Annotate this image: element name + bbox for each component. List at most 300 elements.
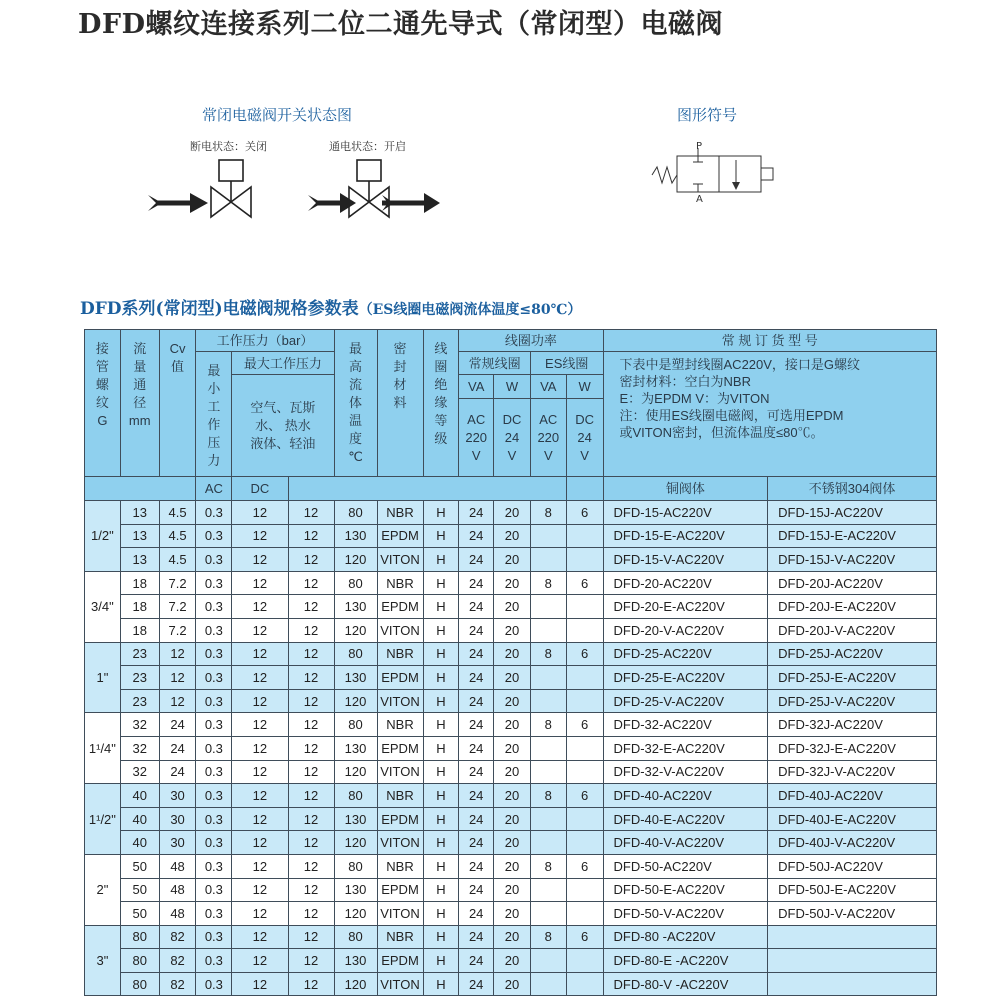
cv-value: 4.5	[159, 524, 196, 548]
normal-va: 24	[459, 902, 494, 926]
model-brass: DFD-50-V-AC220V	[603, 902, 768, 926]
max-pressure-dc: 12	[288, 524, 334, 548]
insulation-class: H	[423, 642, 459, 666]
max-pressure-dc: 12	[288, 831, 334, 855]
max-pressure-dc: 12	[288, 666, 334, 690]
insulation-class: H	[423, 524, 459, 548]
min-pressure-header-line: 小	[207, 381, 221, 396]
insulation-class: H	[423, 618, 459, 642]
flow-mm: 18	[120, 595, 159, 619]
max-temp: 120	[334, 548, 377, 572]
table-row	[85, 713, 937, 737]
normal-va: 24	[459, 642, 494, 666]
min-pressure: 0.3	[196, 949, 232, 973]
cv-value: 12	[159, 666, 196, 690]
normal-w: 20	[494, 949, 531, 973]
max-pressure-dc: 12	[288, 571, 334, 595]
es-ac220-header-line: 220	[537, 429, 560, 445]
thread-size: 3"	[85, 925, 121, 996]
model-stainless: DFD-25J-V-AC220V	[768, 689, 937, 713]
max-temp: 80	[334, 501, 377, 525]
seal-header-line: 材	[393, 377, 407, 392]
es-dc24-header-line: DC	[575, 411, 594, 427]
insulation-header-line: 绝	[434, 377, 448, 392]
model-brass: DFD-20-V-AC220V	[603, 618, 768, 642]
flow-mm: 80	[120, 949, 159, 973]
max-pressure-ac: 12	[232, 595, 288, 619]
normal-w: 20	[494, 618, 531, 642]
seal-header-line: 料	[393, 395, 407, 410]
normal-va: 24	[459, 548, 494, 572]
model-stainless: DFD-20J-E-AC220V	[768, 595, 937, 619]
model-brass: DFD-20-AC220V	[603, 571, 768, 595]
seal-material: EPDM	[377, 524, 423, 548]
normal-w: 20	[494, 831, 531, 855]
es-ac220-header	[530, 399, 566, 477]
es-va: 8	[530, 854, 566, 878]
es-va	[530, 524, 566, 548]
model-brass: DFD-32-V-AC220V	[603, 760, 768, 784]
es-ac220-header-line: V	[543, 447, 553, 463]
seal-material: EPDM	[377, 666, 423, 690]
normal-w: 20	[494, 501, 531, 525]
cv-value: 82	[159, 972, 196, 996]
cv-value: 82	[159, 949, 196, 973]
max-pressure-ac: 12	[232, 666, 288, 690]
flow-mm: 80	[120, 925, 159, 949]
normal-w: 20	[494, 666, 531, 690]
flow-mm: 50	[120, 902, 159, 926]
flow-mm: 50	[120, 878, 159, 902]
es-w	[566, 972, 603, 996]
max-pressure-dc: 12	[288, 548, 334, 572]
cv-value: 24	[159, 760, 196, 784]
flow-header-line: 量	[133, 359, 147, 374]
flow-mm: 13	[120, 501, 159, 525]
seal-material: NBR	[377, 571, 423, 595]
insulation-class: H	[423, 666, 459, 690]
es-va	[530, 736, 566, 760]
seal-material: NBR	[377, 854, 423, 878]
model-stainless: DFD-20J-V-AC220V	[768, 618, 937, 642]
max-temp: 80	[334, 925, 377, 949]
flow-mm: 23	[120, 642, 159, 666]
max-pressure-ac: 12	[232, 501, 288, 525]
es-va	[530, 972, 566, 996]
model-stainless: DFD-32J-E-AC220V	[768, 736, 937, 760]
flow-header-line: 流	[133, 341, 147, 356]
model-stainless: DFD-40J-V-AC220V	[768, 831, 937, 855]
normal-w: 20	[494, 689, 531, 713]
table-row	[85, 902, 937, 926]
flow-mm: 32	[120, 736, 159, 760]
seal-header	[377, 330, 423, 477]
max-pressure-dc: 12	[288, 760, 334, 784]
ac220-header	[459, 399, 494, 477]
table-row	[85, 760, 937, 784]
brass-body-header: 铜阀体	[603, 477, 768, 501]
insulation-class: H	[423, 501, 459, 525]
max-pressure-dc: 12	[288, 595, 334, 619]
model-stainless: DFD-50J-AC220V	[768, 854, 937, 878]
min-pressure: 0.3	[196, 736, 232, 760]
es-va	[530, 689, 566, 713]
cv-value: 7.2	[159, 595, 196, 619]
max-temp-header-line: 最	[349, 341, 363, 356]
flow-mm: 50	[120, 854, 159, 878]
es-dc24-header-line: 24	[577, 429, 592, 445]
cv-value: 4.5	[159, 548, 196, 572]
model-stainless: DFD-40J-E-AC220V	[768, 807, 937, 831]
normal-va: 24	[459, 713, 494, 737]
flow-header	[120, 330, 159, 477]
thread-size: 1¹/2"	[85, 784, 121, 855]
es-w: 6	[566, 571, 603, 595]
es-va	[530, 831, 566, 855]
es-va: 8	[530, 571, 566, 595]
max-pressure-dc: 12	[288, 689, 334, 713]
model-stainless: DFD-20J-AC220V	[768, 571, 937, 595]
es-va	[530, 878, 566, 902]
media-header-line: 水、 热水	[255, 417, 311, 433]
max-pressure-dc: 12	[288, 949, 334, 973]
min-pressure: 0.3	[196, 713, 232, 737]
table-title	[80, 294, 581, 319]
min-pressure: 0.3	[196, 501, 232, 525]
dc24-header	[494, 399, 531, 477]
seal-material: NBR	[377, 713, 423, 737]
model-stainless	[768, 949, 937, 973]
normal-w: 20	[494, 595, 531, 619]
table-row	[85, 689, 937, 713]
insulation-class: H	[423, 689, 459, 713]
cv-value: 48	[159, 878, 196, 902]
table-row	[85, 784, 937, 808]
flow-mm: 13	[120, 548, 159, 572]
table-row	[85, 524, 937, 548]
max-temp-header-line: 温	[349, 413, 363, 428]
model-stainless: DFD-25J-E-AC220V	[768, 666, 937, 690]
insulation-header-line: 圈	[434, 359, 448, 374]
table-row	[85, 831, 937, 855]
port-p-label: P	[696, 141, 703, 152]
media-header-line: 液体、轻油	[250, 435, 316, 451]
normal-va: 24	[459, 878, 494, 902]
es-w: 6	[566, 784, 603, 808]
model-stainless	[768, 925, 937, 949]
es-w	[566, 831, 603, 855]
model-brass: DFD-15-E-AC220V	[603, 524, 768, 548]
model-brass: DFD-25-AC220V	[603, 642, 768, 666]
min-pressure: 0.3	[196, 854, 232, 878]
es-w	[566, 902, 603, 926]
normal-w: 20	[494, 642, 531, 666]
es-w	[566, 689, 603, 713]
max-pressure-ac: 12	[232, 784, 288, 808]
normal-w: 20	[494, 571, 531, 595]
min-pressure-header-line: 力	[207, 453, 221, 468]
normal-w: 20	[494, 878, 531, 902]
max-pressure-dc: 12	[288, 713, 334, 737]
normal-va: 24	[459, 854, 494, 878]
max-temp-header-line: ℃	[348, 449, 363, 464]
max-temp: 80	[334, 784, 377, 808]
es-w-header: W	[566, 375, 603, 399]
max-pressure-ac: 12	[232, 524, 288, 548]
es-w	[566, 807, 603, 831]
max-pressure-ac: 12	[232, 760, 288, 784]
es-va	[530, 760, 566, 784]
normal-va: 24	[459, 595, 494, 619]
max-temp: 130	[334, 736, 377, 760]
es-va	[530, 949, 566, 973]
table-row	[85, 854, 937, 878]
max-temp: 80	[334, 642, 377, 666]
flow-mm: 18	[120, 571, 159, 595]
max-temp: 120	[334, 902, 377, 926]
table-row	[85, 736, 937, 760]
model-brass: DFD-40-V-AC220V	[603, 831, 768, 855]
max-temp: 130	[334, 595, 377, 619]
cv-value: 30	[159, 807, 196, 831]
min-pressure-header-line: 最	[207, 363, 221, 378]
es-w	[566, 736, 603, 760]
thread-header-line: 接	[95, 341, 109, 356]
normal-w: 20	[494, 854, 531, 878]
cv-value: 48	[159, 854, 196, 878]
seal-header-line: 封	[393, 359, 407, 374]
max-pressure-ac: 12	[232, 689, 288, 713]
es-va: 8	[530, 642, 566, 666]
min-pressure-header-line: 压	[207, 435, 221, 450]
normal-w: 20	[494, 972, 531, 996]
thread-header-line: 螺	[95, 377, 109, 392]
thread-size: 2"	[85, 854, 121, 925]
min-pressure: 0.3	[196, 972, 232, 996]
normal-va: 24	[459, 925, 494, 949]
seal-material: EPDM	[377, 595, 423, 619]
min-pressure: 0.3	[196, 925, 232, 949]
insulation-class: H	[423, 548, 459, 572]
max-temp: 120	[334, 831, 377, 855]
flow-mm: 80	[120, 972, 159, 996]
header-spacer	[288, 477, 566, 501]
table-row	[85, 501, 937, 525]
normal-va: 24	[459, 689, 494, 713]
es-va	[530, 666, 566, 690]
order-note-line: 密封材料：空白为NBR	[619, 374, 751, 389]
va-header: VA	[459, 375, 494, 399]
max-temp: 120	[334, 689, 377, 713]
es-coil-header: ES线圈	[530, 352, 603, 375]
model-stainless: DFD-32J-V-AC220V	[768, 760, 937, 784]
thread-header-line: G	[97, 413, 108, 428]
model-brass: DFD-15-AC220V	[603, 501, 768, 525]
flow-mm: 23	[120, 666, 159, 690]
model-stainless	[768, 972, 937, 996]
normal-w: 20	[494, 925, 531, 949]
normal-va: 24	[459, 501, 494, 525]
normal-va: 24	[459, 784, 494, 808]
seal-material: VITON	[377, 689, 423, 713]
flow-mm: 32	[120, 713, 159, 737]
max-pressure-dc: 12	[288, 972, 334, 996]
insulation-class: H	[423, 949, 459, 973]
min-pressure: 0.3	[196, 831, 232, 855]
es-va	[530, 548, 566, 572]
table-row	[85, 595, 937, 619]
es-va-header: VA	[530, 375, 566, 399]
normal-w: 20	[494, 548, 531, 572]
insulation-class: H	[423, 760, 459, 784]
es-va	[530, 807, 566, 831]
max-pressure-ac: 12	[232, 548, 288, 572]
es-w	[566, 878, 603, 902]
normal-w: 20	[494, 807, 531, 831]
seal-material: EPDM	[377, 807, 423, 831]
valve-symbol-icon	[650, 148, 775, 198]
thread-header	[85, 330, 121, 477]
min-pressure: 0.3	[196, 807, 232, 831]
model-brass: DFD-25-E-AC220V	[603, 666, 768, 690]
max-pressure-dc: 12	[288, 501, 334, 525]
es-va: 8	[530, 501, 566, 525]
order-note-line: 或VITON密封，但流体温度≤80℃。	[619, 425, 824, 440]
max-temp: 130	[334, 949, 377, 973]
min-pressure-header-line: 工	[207, 399, 221, 414]
normal-w: 20	[494, 524, 531, 548]
min-pressure: 0.3	[196, 642, 232, 666]
max-temp: 120	[334, 760, 377, 784]
table-row	[85, 972, 937, 996]
normal-va: 24	[459, 736, 494, 760]
spec-table	[84, 329, 937, 996]
insulation-class: H	[423, 925, 459, 949]
max-temp: 120	[334, 972, 377, 996]
cv-value: 4.5	[159, 501, 196, 525]
es-ac220-header-line: AC	[539, 411, 558, 427]
max-pressure-ac: 12	[232, 878, 288, 902]
order-note-line: E：为EPDM V：为VITON	[619, 391, 770, 406]
es-w: 6	[566, 854, 603, 878]
flow-header-line: 通	[133, 377, 147, 392]
flow-mm: 40	[120, 807, 159, 831]
cv-value: 82	[159, 925, 196, 949]
seal-material: VITON	[377, 831, 423, 855]
min-pressure: 0.3	[196, 689, 232, 713]
es-va: 8	[530, 713, 566, 737]
max-temp: 130	[334, 878, 377, 902]
table-row	[85, 666, 937, 690]
max-pressure-ac: 12	[232, 854, 288, 878]
seal-material: VITON	[377, 902, 423, 926]
insulation-class: H	[423, 807, 459, 831]
port-a-label: A	[696, 194, 703, 205]
max-pressure-dc: 12	[288, 878, 334, 902]
model-stainless: DFD-25J-AC220V	[768, 642, 937, 666]
w-header: W	[494, 375, 531, 399]
normal-w: 20	[494, 713, 531, 737]
order-note-line: 注：使用ES线圈电磁阀，可选用EPDM	[619, 408, 844, 423]
normal-va: 24	[459, 571, 494, 595]
header-spacer	[85, 477, 196, 501]
min-pressure: 0.3	[196, 548, 232, 572]
es-va	[530, 618, 566, 642]
max-pressure-header: 最大工作压力	[232, 352, 334, 375]
max-pressure-ac: 12	[232, 618, 288, 642]
ac220-header-line: AC	[467, 411, 486, 427]
es-va	[530, 595, 566, 619]
cv-header	[159, 330, 196, 477]
flow-mm: 40	[120, 831, 159, 855]
min-pressure: 0.3	[196, 878, 232, 902]
insulation-class: H	[423, 713, 459, 737]
min-pressure: 0.3	[196, 760, 232, 784]
table-row	[85, 949, 937, 973]
max-temp: 80	[334, 854, 377, 878]
insulation-header-line: 线	[434, 341, 448, 356]
max-pressure-ac: 12	[232, 831, 288, 855]
seal-material: VITON	[377, 972, 423, 996]
seal-material: VITON	[377, 760, 423, 784]
coil-power-header: 线圈功率	[459, 330, 603, 352]
es-w	[566, 524, 603, 548]
es-w	[566, 666, 603, 690]
max-temp-header-line: 高	[349, 359, 363, 374]
normal-va: 24	[459, 618, 494, 642]
cv-value: 24	[159, 736, 196, 760]
insulation-class: H	[423, 595, 459, 619]
thread-size: 1"	[85, 642, 121, 713]
es-va: 8	[530, 784, 566, 808]
model-brass: DFD-80 -AC220V	[603, 925, 768, 949]
min-pressure-header	[196, 352, 232, 477]
normal-w: 20	[494, 736, 531, 760]
stainless-body-header: 不锈钢304阀体	[768, 477, 937, 501]
flow-mm: 40	[120, 784, 159, 808]
model-brass: DFD-32-E-AC220V	[603, 736, 768, 760]
max-pressure-ac: 12	[232, 736, 288, 760]
insulation-class: H	[423, 784, 459, 808]
insulation-header	[423, 330, 459, 477]
max-temp: 130	[334, 807, 377, 831]
table-row	[85, 548, 937, 572]
on-state-label: 通电状态：开启	[329, 140, 406, 153]
normal-va: 24	[459, 949, 494, 973]
symbol-caption: 图形符号	[677, 106, 738, 124]
pressure-header: 工作压力（bar）	[196, 330, 334, 352]
model-stainless: DFD-15J-AC220V	[768, 501, 937, 525]
es-w: 6	[566, 642, 603, 666]
normal-w: 20	[494, 784, 531, 808]
model-brass: DFD-50-AC220V	[603, 854, 768, 878]
max-pressure-ac: 12	[232, 713, 288, 737]
normal-va: 24	[459, 524, 494, 548]
valve-closed-icon	[144, 155, 264, 225]
model-stainless: DFD-50J-V-AC220V	[768, 902, 937, 926]
max-temp: 130	[334, 524, 377, 548]
min-pressure: 0.3	[196, 784, 232, 808]
model-stainless: DFD-40J-AC220V	[768, 784, 937, 808]
table-title-sub: （ES线圈电磁阀流体温度≤80℃）	[358, 302, 582, 318]
min-pressure: 0.3	[196, 524, 232, 548]
normal-va: 24	[459, 807, 494, 831]
flow-mm: 23	[120, 689, 159, 713]
es-w	[566, 595, 603, 619]
normal-va: 24	[459, 666, 494, 690]
es-dc24-header	[566, 399, 603, 477]
thread-header-line: 管	[95, 359, 109, 374]
